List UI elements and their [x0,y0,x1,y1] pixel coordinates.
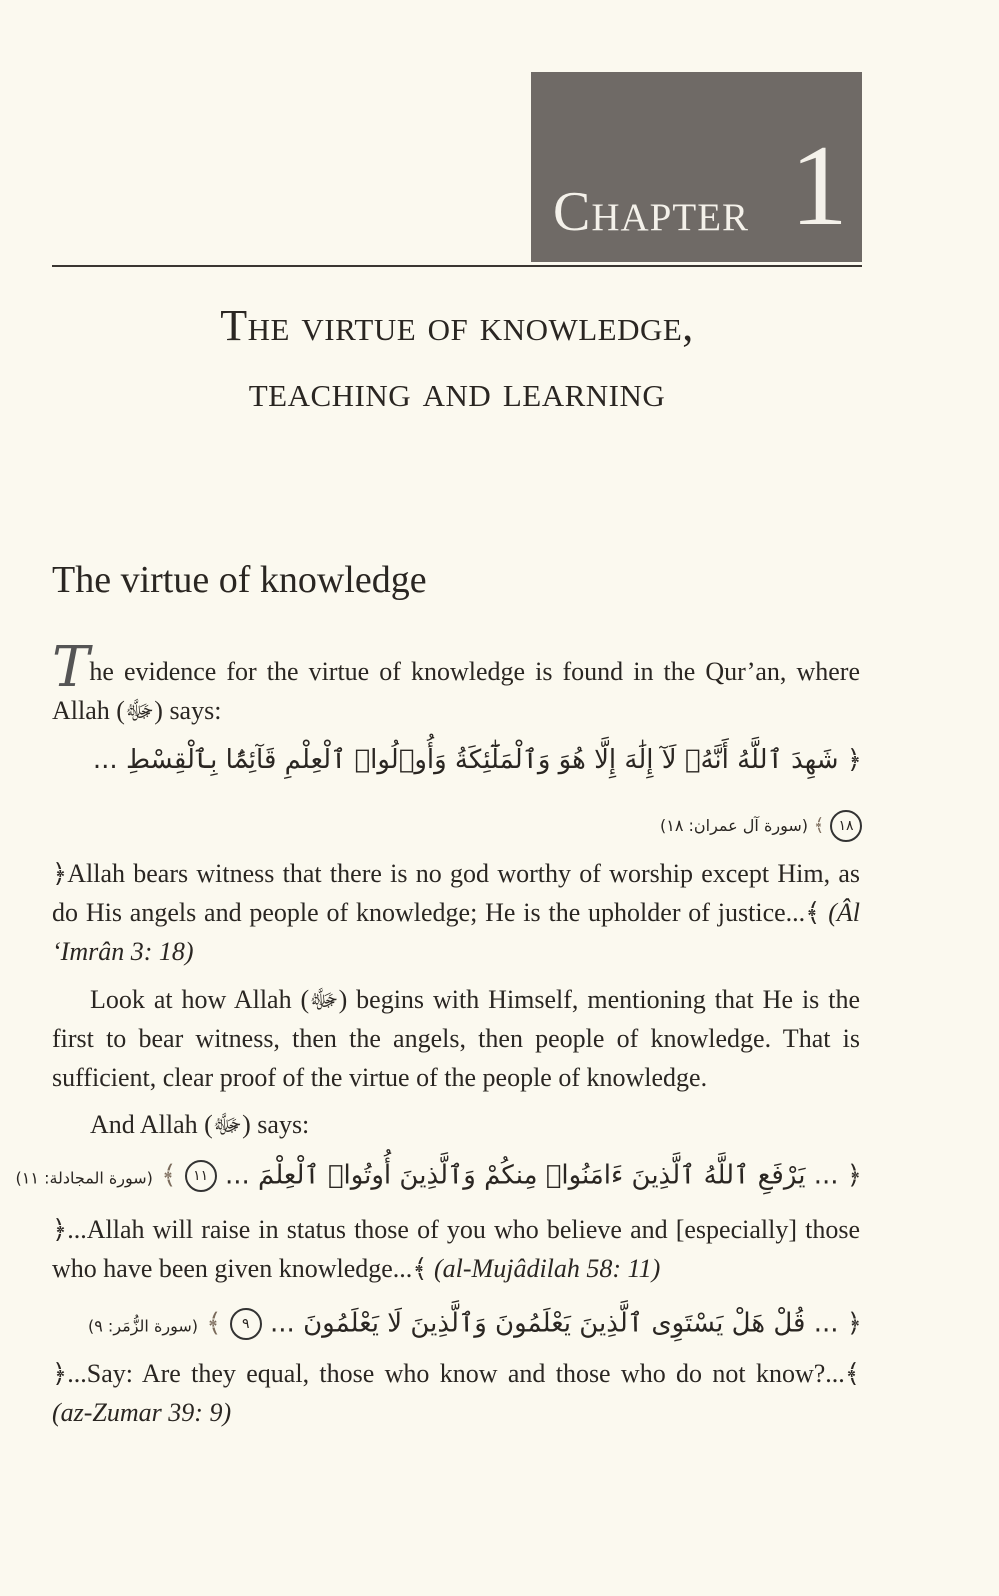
ayah-number: ١٨ [830,810,862,842]
ornament-icon: ﴾ [161,1160,177,1191]
paragraph-1 [52,635,860,730]
surah-ref: (سورة المجادلة: ١١) [15,1168,153,1188]
chapter-title-line1: The virtue of knowledge, [220,301,694,350]
citation: (Âl ‘Imrân 3: 18) [52,898,861,966]
paragraph-2: Look at how Allah (ﷻ) begins with Himself, mentioning that He is the first to bear witness, then the angels, then people of knowledge. That is sufficient, clear proof of the virtue of the people of knowledge. [52,985,860,1092]
ornament-icon: ﴾ [206,1308,222,1339]
divider [52,265,862,267]
verse-2-arabic: ﴿ ... يَرْفَعِ ٱللَّهُ ٱلَّذِينَ ءَامَنُوا۟ مِنكُمْ وَٱلَّذِينَ أُوتُوا۟ ٱلْعِلْمَ ... [224,1160,862,1191]
paragraph-text: he evidence for the virtue of knowledge is found in the Qur’an, where Allah (ﷻ) says: [52,657,860,725]
verse-2-translation [52,1210,860,1288]
verse-3-line [52,1308,862,1340]
chapter-label: Chapter [553,181,750,243]
citation: (al-Mujâdilah 58: 11) [434,1254,661,1283]
translation-text: ﴿...Say: Are they equal, those who know and those who do not know?...﴾ [52,1359,860,1388]
ayah-number: ١١ [185,1160,217,1192]
translation-text: ﴿...Allah will raise in status those of you who believe and [especially] those who have been given knowledge...﴾ [52,1215,860,1283]
ornament-icon: ﴾ [813,815,825,836]
surah-ref: (سورة آل عمران: ١٨) [659,816,808,835]
translation-text: ﴿Allah bears witness that there is no god worthy of worship except Him, as do His angels and people of knowledge; He is the upholder of justice...﴾ [52,859,860,927]
paragraph-3: And Allah (ﷻ) says: [90,1110,310,1139]
chapter-title-line2: teaching and learning [248,367,666,416]
verse-3-arabic: ﴿ ... قُلْ هَلْ يَسْتَوِى ٱلَّذِينَ يَعْلَمُونَ وَٱلَّذِينَ لَا يَعْلَمُونَ ... [270,1308,862,1339]
ayah-number: ٩ [230,1308,262,1340]
verse-1-translation [52,854,860,971]
verse-1-arabic: ﴿ شَهِدَ ٱللَّهُ أَنَّهُۥ لَآ إِلَٰهَ إِلَّا هُوَ وَٱلْمَلَٰٓئِكَةُ وَأُو۟لُوا۟ ٱلْعِلْمِ قَآئِمًۢا بِٱلْقِسْطِ ... [92,745,862,775]
verse-3-translation [52,1354,860,1432]
section-heading: The virtue of knowledge [52,559,427,601]
chapter-number: 1 [790,122,848,250]
drop-cap: T [52,635,90,700]
verse-1-ref-line [52,810,862,842]
verse-2-line [15,1160,862,1192]
citation: (az-Zumar 39: 9) [52,1398,232,1427]
surah-ref: (سورة الزُّمَر: ٩) [88,1316,198,1336]
